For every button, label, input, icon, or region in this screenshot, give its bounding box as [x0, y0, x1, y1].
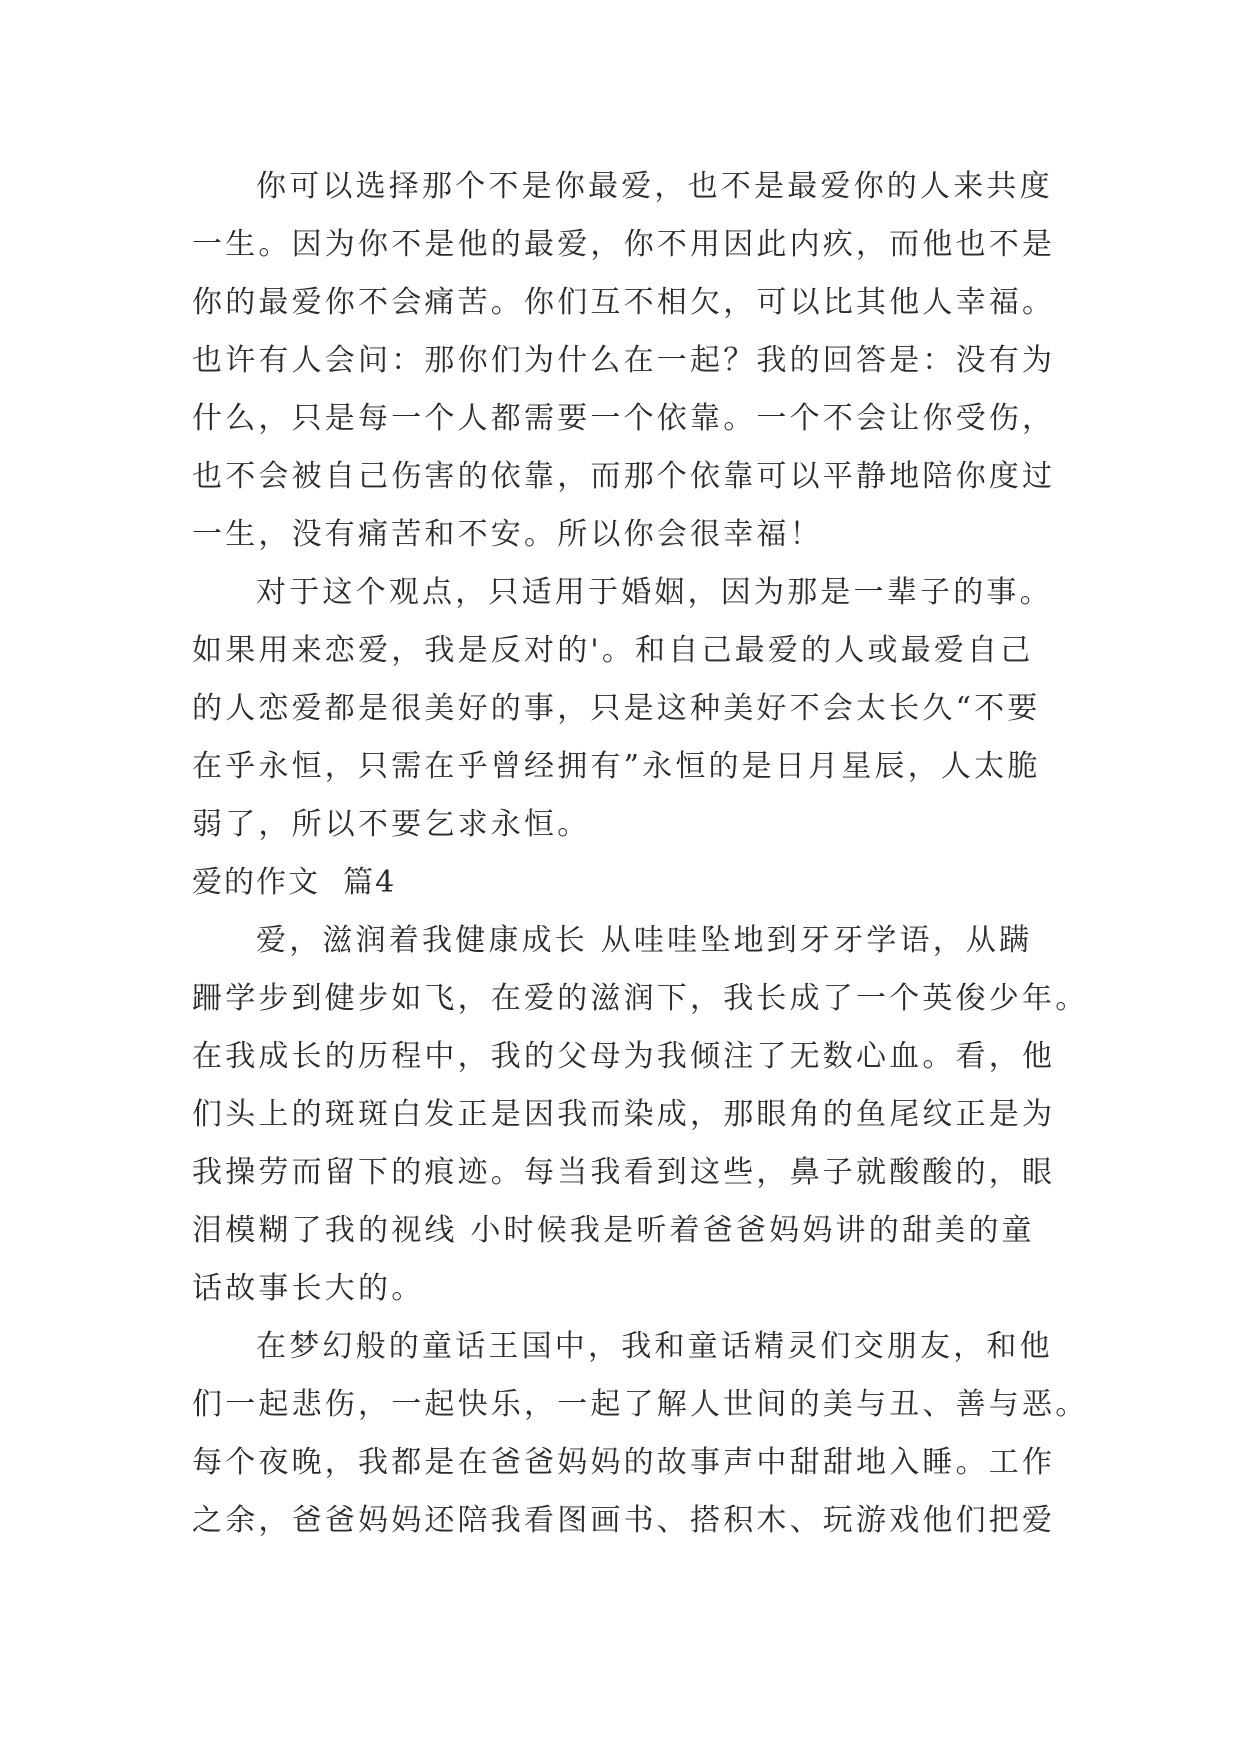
text-line: 的人恋爱都是很美好的事，只是这种美好不会太长久“不要: [192, 691, 1041, 726]
text-line: 在乎永恒，只需在乎曾经拥有”永恒的是日月星辰，人太脆: [192, 749, 1041, 784]
text-line: 在我成长的历程中，我的父母为我倾注了无数心血。看，他: [192, 1039, 1056, 1074]
text-line: 每个夜晚，我都是在爸爸妈妈的故事声中甜甜地入睡。工作: [192, 1445, 1056, 1480]
text-line: 泪模糊了我的视线 小时候我是听着爸爸妈妈讲的甜美的童: [192, 1213, 1035, 1248]
text-line: 对于这个观点，只适用于婚姻，因为那是一辈子的事。: [256, 575, 1053, 610]
text-line: 我操劳而留下的痕迹。每当我看到这些，鼻子就酸酸的，眼: [192, 1155, 1056, 1190]
text-line: 也不会被自己伤害的依靠，而那个依靠可以平静地陪你度过: [192, 459, 1056, 494]
text-line: 之余，爸爸妈妈还陪我看图画书、搭积木、玩游戏他们把爱: [192, 1503, 1056, 1538]
paragraph-1: [192, 158, 1072, 564]
text-line: 一生。因为你不是他的最爱，你不用因此内疚，而他也不是: [192, 227, 1056, 262]
text-line: 们一起悲伤，一起快乐，一起了解人世间的美与丑、善与恶。: [192, 1387, 1089, 1422]
text-line: 你可以选择那个不是你最爱，也不是最爱你的人来共度: [256, 169, 1053, 204]
text-line: 如果用来恋爱，我是反对的'。和自己最爱的人或最爱自己: [192, 633, 1034, 668]
text-line: 也许有人会问：那你们为什么在一起？我的回答是：没有为: [192, 343, 1056, 378]
text-line: 爱，滋润着我健康成长 从哇哇坠地到牙牙学语，从蹒: [256, 923, 1033, 958]
text-line: 一生，没有痛苦和不安。所以你会很幸福！: [192, 517, 823, 552]
text-line: 在梦幻般的童话王国中，我和童话精灵们交朋友，和他: [256, 1329, 1053, 1364]
document-body: [192, 158, 1089, 1550]
paragraph-2: [192, 564, 1072, 854]
text-line: 弱了，所以不要乞求永恒。: [192, 807, 591, 842]
text-line: 你的最爱你不会痛苦。你们互不相欠，可以比其他人幸福。: [192, 285, 1056, 320]
text-line: 话故事长大的。: [192, 1271, 425, 1306]
text-line: 们头上的斑斑白发正是因我而染成，那眼角的鱼尾纹正是为: [192, 1097, 1056, 1132]
text-line: 跚学步到健步如飞，在爱的滋润下，我长成了一个英俊少年。: [192, 981, 1089, 1016]
paragraph-3: [192, 912, 1089, 1318]
text-line: 什么，只是每一个人都需要一个依靠。一个不会让你受伤，: [192, 401, 1056, 436]
section-heading: 爱的作文 篇4: [192, 865, 397, 900]
paragraph-4: [192, 1318, 1089, 1550]
